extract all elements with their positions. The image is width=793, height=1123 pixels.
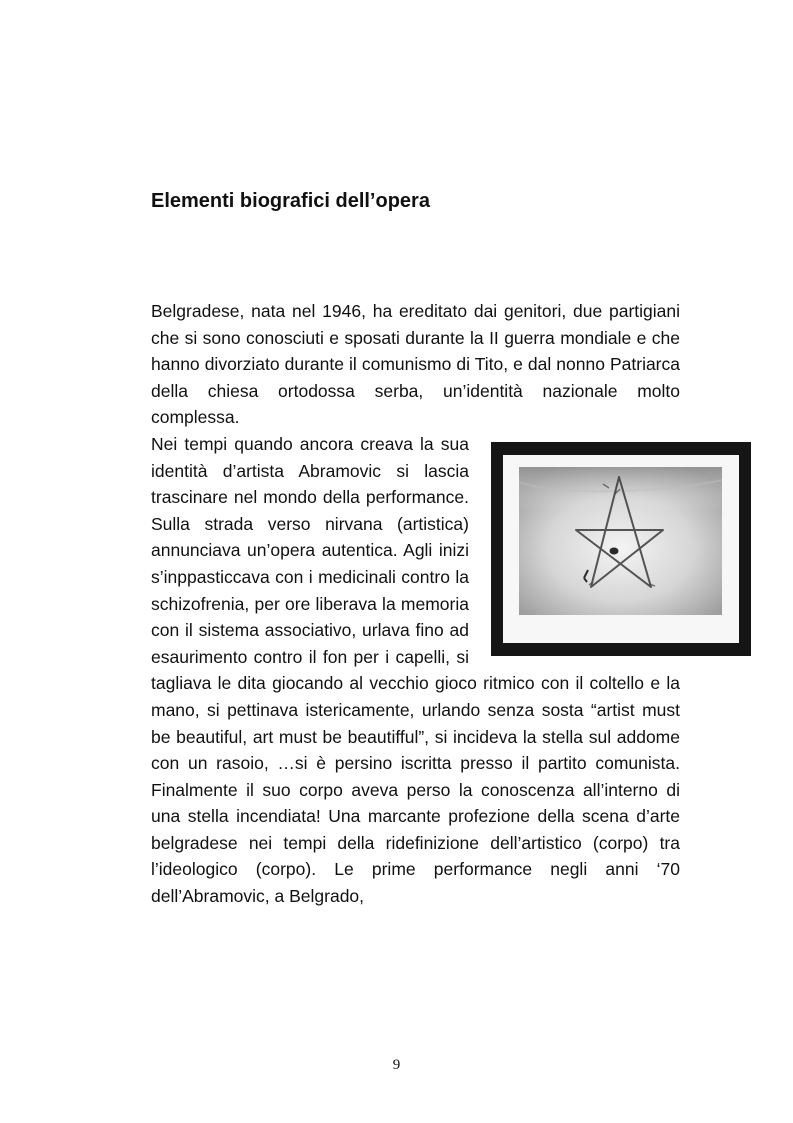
body-text bbox=[151, 298, 680, 910]
star-abdomen-image bbox=[491, 442, 751, 656]
section-heading: Elementi biografici dell’opera bbox=[151, 190, 430, 212]
page-number: 9 bbox=[392, 1057, 401, 1073]
paragraph-1: Belgradese, nata nel 1946, ha ereditato dai genitori, due partigiani che si sono conosciuti e sposati durante la II guerra mondiale e che hanno divorziato durante il comunismo di Tito, e dal nonno Patriarca della chiesa ortodossa serba, un’identità nazionale molto complessa. bbox=[151, 301, 680, 428]
paragraph-2 bbox=[151, 431, 680, 910]
paragraph-2-text: Nei tempi quando ancora creava la sua identità d’artista Abramovic si lascia trascinare nel mondo della performance. Sulla strada verso nirvana (artistica) annunciava un’opera autentica. Agli inizi s’inppasticcava con i medicinali contro la schizofrenia, per ore liberava la memoria con il sistema associativo, urlava fino ad esaurimento contro il fon per i capelli, si tagliava le dita giocando al vecchio gioco ritmico con il coltello e la mano, si pettinava istericamente, urlando senza sosta “artist must be beautiful, art must be beautifful”, si incideva la stella sul addome con un rasoio, …si è persino iscritta presso il partito comunista. Finalmente il suo corpo aveva perso la conoscenza all’interno di una stella incendiata! Una marcante profezione della scena d’arte belgradese nei tempi della ridefinizione dell’artistico (corpo) tra l’ideologico (corpo). Le prime performance negli anni ‘70 dell’Abramovic, a Belgrado, bbox=[151, 433, 680, 907]
photo-star-abdomen bbox=[491, 442, 751, 656]
